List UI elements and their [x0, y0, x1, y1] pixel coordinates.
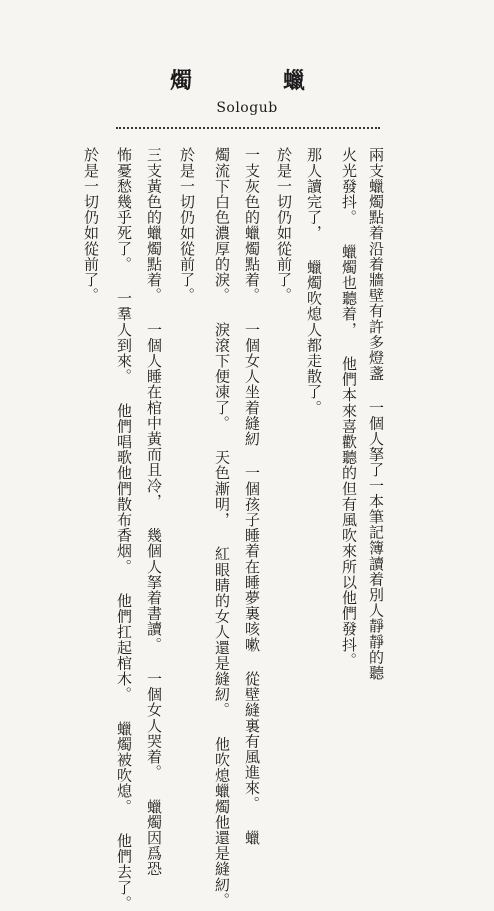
text-column: 於是一切仍如從前了。 — [275, 147, 293, 303]
text-column: 火光發抖。 蠟燭也聽着， 他們本來喜歡聽的但有風吹來所以他們發抖。 — [340, 147, 358, 668]
text-column: 一支灰色的蠟燭點着。 一個女人坐着縫紉 一個孩子睡着在睡夢裏咳嗽 從壁縫裏有風進來。 蠟 — [243, 147, 261, 846]
title-char-1: 蠟 — [283, 68, 306, 94]
author-subtitle: Sologub — [216, 100, 278, 116]
text-column: 那人讀完了， 蠟燭吹熄人都走散了。 — [305, 147, 323, 416]
text-column: 怖憂愁幾乎死了。 一羣人到來。 他們唱歌他們散布香烟。 他們扛起棺木。 蠟燭被吹熄。 他們去了。 — [115, 147, 133, 911]
text-column: 兩支蠟燭點着沿着牆壁有許多燈盞 一個人拏了一本筆記簿讀着別人靜靜的聽 — [367, 147, 385, 681]
text-column: 於是一切仍如從前了。 — [82, 147, 100, 303]
text-column: 三支黃色的蠟燭點着。 一個人睡在棺中黃而且冷， 幾個人拏着書讀。 一個女人哭着。 蠟燭因爲恐 — [145, 147, 163, 877]
title-char-2: 燭 — [170, 68, 193, 94]
text-column: 燭流下白色濃厚的淚。 淚滾下便凍了。 天色漸明， 紅眼睛的女人還是縫紉。 他吹熄蠟燭他還是縫紉。 — [213, 147, 231, 908]
text-column: 於是一切仍如從前了。 — [178, 147, 196, 303]
